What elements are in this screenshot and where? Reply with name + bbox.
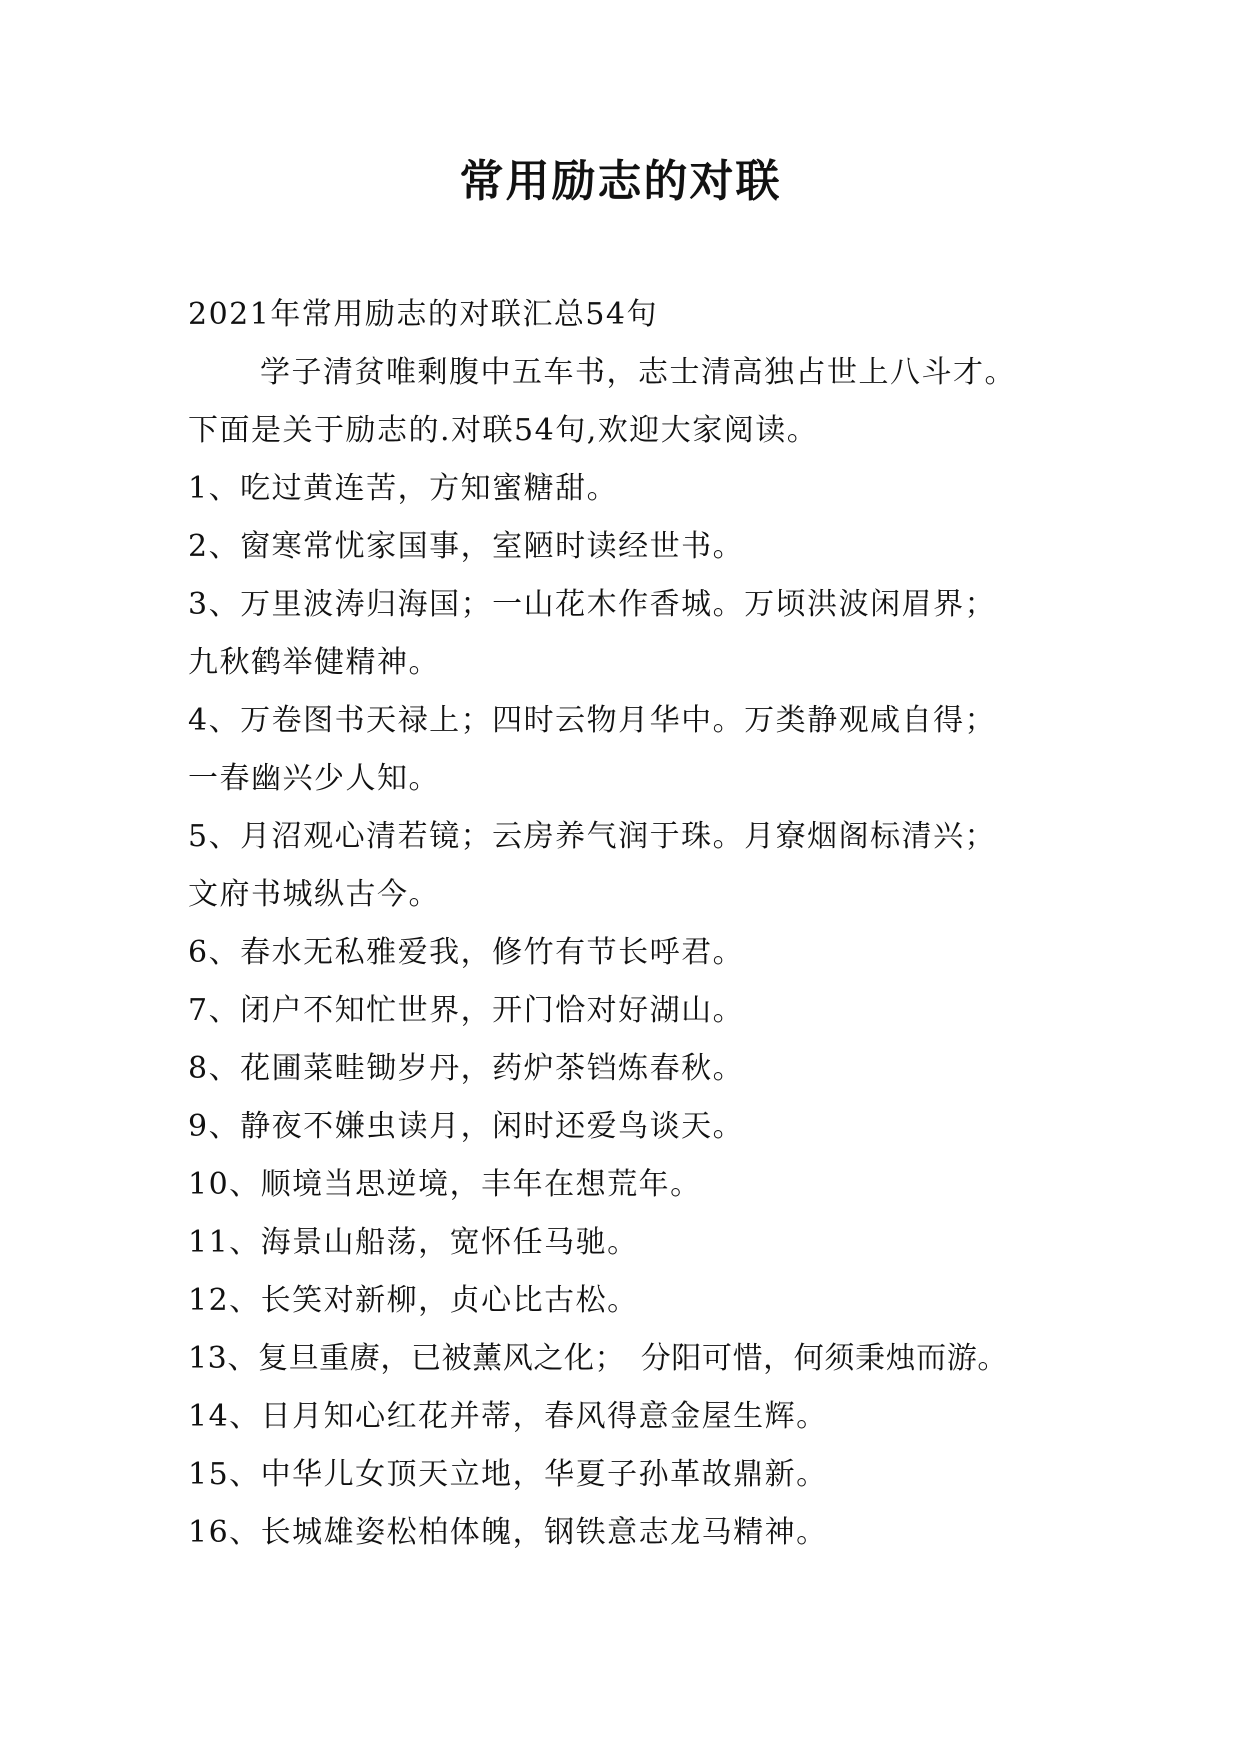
list-item: 7、闭户不知忙世界，开门恰对好湖山。 — [188, 993, 745, 1028]
intro-paragraph-line: 学子清贫唯剩腹中五车书，志士清高独占世上八斗才。 — [260, 355, 1016, 390]
list-item: 4、万卷图书天禄上；四时云物月华中。万类静观咸自得； — [188, 703, 997, 738]
list-item-continuation: 一春幽兴少人知。 — [188, 761, 440, 796]
subtitle: 2021年常用励志的对联汇总54句 — [188, 297, 659, 332]
list-item: 5、月沼观心清若镜；云房养气润于珠。月寮烟阁标清兴； — [188, 819, 997, 854]
list-item: 11、海景山船荡，宽怀任马驰。 — [188, 1225, 639, 1260]
list-item: 2、窗寒常忧家国事，室陋时读经世书。 — [188, 529, 745, 564]
list-item: 16、长城雄姿松柏体魄，钢铁意志龙马精神。 — [188, 1515, 828, 1550]
list-item: 15、中华儿女顶天立地，华夏子孙革故鼎新。 — [188, 1457, 828, 1492]
page-title: 常用励志的对联 — [459, 156, 782, 207]
list-item-continuation: 九秋鹤举健精神。 — [188, 645, 440, 680]
list-item: 3、万里波涛归海国；一山花木作香城。万顷洪波闲眉界； — [188, 587, 997, 622]
list-item: 6、春水无私雅爱我，修竹有节长呼君。 — [188, 935, 745, 970]
list-item-continuation: 文府书城纵古今。 — [188, 877, 440, 912]
list-item: 1、吃过黄连苦，方知蜜糖甜。 — [188, 471, 619, 506]
list-item: 12、长笑对新柳，贞心比古松。 — [188, 1283, 639, 1318]
list-item: 9、静夜不嫌虫读月，闲时还爱鸟谈天。 — [188, 1109, 745, 1144]
list-item: 14、日月知心红花并蒂，春风得意金屋生辉。 — [188, 1399, 828, 1434]
list-item: 10、顺境当思逆境，丰年在想荒年。 — [188, 1167, 702, 1202]
intro-paragraph-line: 下面是关于励志的.对联54句,欢迎大家阅读。 — [188, 413, 819, 448]
document-body — [188, 286, 1088, 1562]
list-item: 13、复旦重赓，已被薰风之化； 分阳可惜，何须秉烛而游。 — [188, 1341, 1008, 1376]
list-item: 8、花圃菜畦锄岁丹，药炉茶铛炼春秋。 — [188, 1051, 745, 1086]
